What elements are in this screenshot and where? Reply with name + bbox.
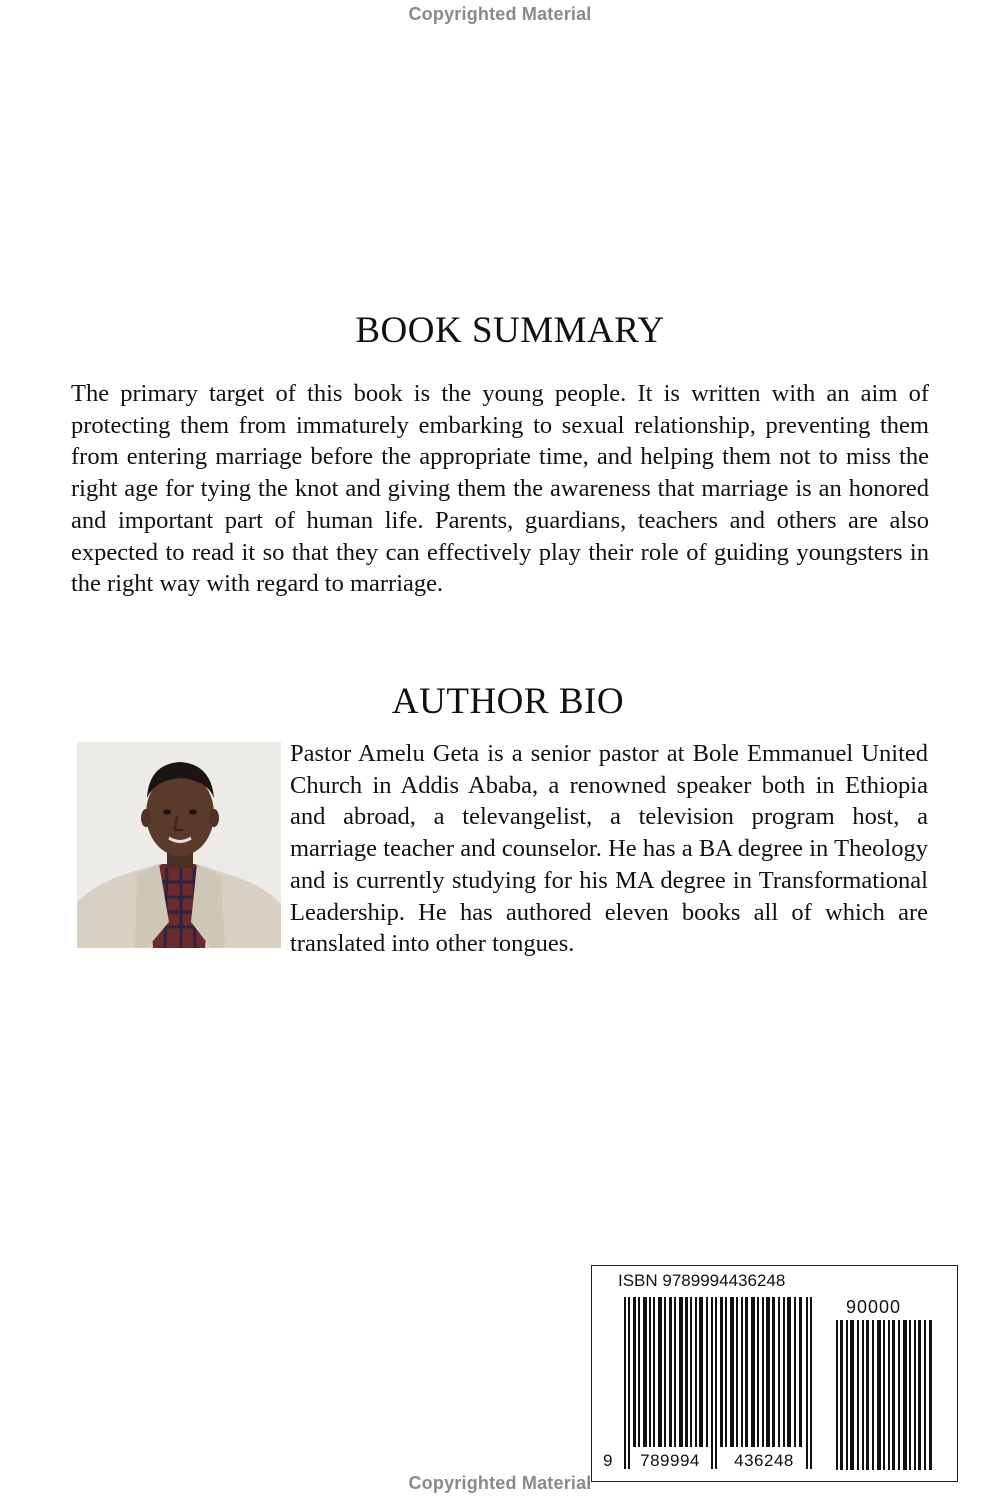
price-code: 90000: [846, 1297, 902, 1317]
isbn-label: ISBN 9789994436248: [618, 1271, 786, 1290]
author-bio-heading: AUTHOR BIO: [391, 681, 625, 722]
barcode-digits-left: 789994: [640, 1451, 700, 1470]
barcode-bars: [624, 1297, 814, 1469]
barcode-digit-first: 9: [603, 1451, 613, 1470]
author-photo: [77, 742, 281, 948]
copyright-watermark-bottom: Copyrighted Material: [408, 1473, 592, 1493]
barcode-addon-bars: [836, 1320, 936, 1470]
book-summary-text: The primary target of this book is the young people. It is written with an aim of protecting them from immaturely embarking to sexual relationship, preventing them from entering marriage before the appropriate time, and helping them not to miss the right age for tying the knot and giving them the awareness that marriage is an honored and important part of human life. Parents, guardians, teachers and others are also expected to read it so that they can effectively play their role of guiding youngsters in the right way with regard to marriage.: [71, 380, 929, 598]
book-summary-heading: BOOK SUMMARY: [355, 310, 665, 351]
barcode-digits-right: 436248: [734, 1451, 794, 1470]
author-bio-text: Pastor Amelu Geta is a senior pastor at Bole Emmanuel United Church in Addis Ababa, a renowned speaker both in Ethiopia and abroad, a televangelist, a television program host, a marriage teacher and counselor. He has a BA degree in Theology and is currently studying for his MA degree in Transformational Leadership. He has authored eleven books all of which are translated into other tongues.: [290, 740, 928, 958]
copyright-watermark-top: Copyrighted Material: [408, 4, 592, 24]
